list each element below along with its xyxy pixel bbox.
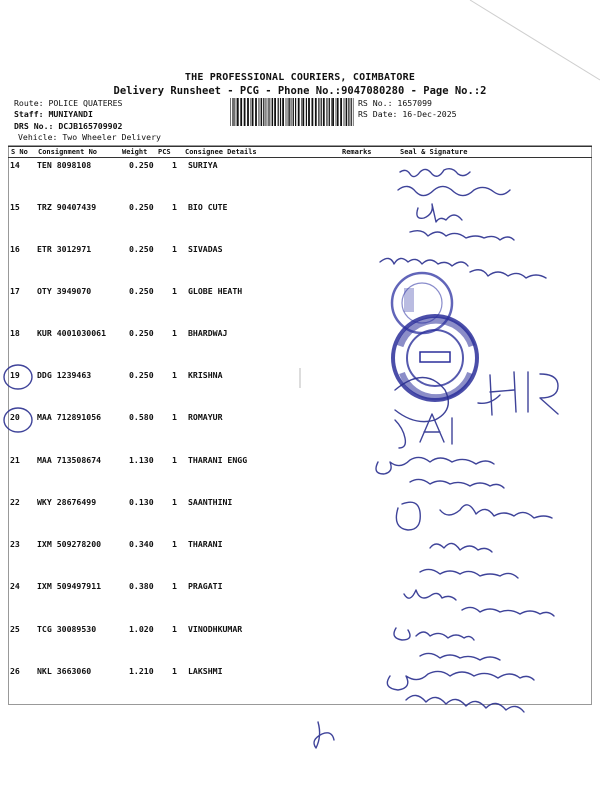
row-consignment-no: IXM 509278200 [37,539,102,549]
row-consignee: SURIYA [188,160,218,170]
row-weight: 0.250 [129,244,154,254]
row-pcs: 1 [172,328,177,338]
col-header-sno: S No [11,148,28,156]
row-consignment-no: KUR 4001030061 [37,328,107,338]
route-label: Route: POLICE QUATERES [14,98,123,108]
row-consignment-no: MAA 713508674 [37,455,102,465]
row-consignment-no: TEN 8098108 [37,160,92,170]
col-header-consignment: Consignment No [38,148,98,156]
row-pcs: 1 [172,202,177,212]
row-consignee: LAKSHMI [188,666,223,676]
row-pcs: 1 [172,160,177,170]
row-pcs: 1 [172,539,177,549]
col-header-pcs: PCS [158,148,171,156]
row-consignment-no: MAA 712891056 [37,412,102,422]
row-consignment-no: ETR 3012971 [37,244,92,254]
row-sno: 22 [10,497,20,507]
row-sno: 26 [10,666,20,676]
row-consignee: SAANTHINI [188,497,233,507]
company-title: THE PROFESSIONAL COURIERS, COIMBATORE [184,72,416,83]
row-consignment-no: WKY 28676499 [37,497,97,507]
row-consignee: GLOBE HEATH [188,286,243,296]
col-header-seal-signature: Seal & Signature [400,148,468,156]
drs-number: DRS No.: DCJB165709902 [14,121,123,131]
row-sno: 17 [10,286,20,296]
row-weight: 0.130 [129,497,154,507]
vehicle-label: Vehicle: Two Wheeler Delivery [18,132,161,142]
row-pcs: 1 [172,412,177,422]
col-header-consignee: Consignee Details [185,148,257,156]
row-sno: 14 [10,160,20,170]
row-pcs: 1 [172,244,177,254]
row-sno: 23 [10,539,20,549]
row-sno: 24 [10,581,20,591]
row-consignee: THARANI ENGG [188,455,248,465]
row-consignment-no: TRZ 90407439 [37,202,97,212]
row-sno: 20 [10,412,20,422]
row-consignee: BHARDWAJ [188,328,228,338]
row-consignee: ROMAYUR [188,412,223,422]
row-weight: 0.380 [129,581,154,591]
row-weight: 0.250 [129,286,154,296]
row-pcs: 1 [172,666,177,676]
staff-label: Staff: MUNIYANDI [14,109,93,119]
row-consignment-no: TCG 30089530 [37,624,97,634]
row-weight: 0.340 [129,539,154,549]
row-weight: 1.130 [129,455,154,465]
row-pcs: 1 [172,286,177,296]
col-header-weight: Weight [122,148,148,156]
row-consignment-no: DDG 1239463 [37,370,92,380]
rs-date: RS Date: 16-Dec-2025 [358,109,457,119]
rs-number: RS No.: 1657099 [358,98,432,108]
row-pcs: 1 [172,624,177,634]
row-consignment-no: IXM 509497911 [37,581,102,591]
row-pcs: 1 [172,370,177,380]
row-consignee: THARANI [188,539,223,549]
runsheet-subtitle: Delivery Runsheet - PCG - Phone No.:9047080280 - Page No.:2 [113,85,487,97]
row-consignee: KRISHNA [188,370,223,380]
row-sno: 15 [10,202,20,212]
row-sno: 16 [10,244,20,254]
row-weight: 0.250 [129,370,154,380]
row-pcs: 1 [172,455,177,465]
row-sno: 19 [10,370,20,380]
row-sno: 18 [10,328,20,338]
row-consignee: BIO CUTE [188,202,228,212]
row-consignment-no: NKL 3663060 [37,666,92,676]
row-pcs: 1 [172,581,177,591]
row-weight: 1.020 [129,624,154,634]
row-weight: 0.250 [129,328,154,338]
row-pcs: 1 [172,497,177,507]
row-consignee: PRAGATI [188,581,223,591]
row-sno: 21 [10,455,20,465]
row-sno: 25 [10,624,20,634]
row-weight: 1.210 [129,666,154,676]
row-weight: 0.250 [129,160,154,170]
row-weight: 0.250 [129,202,154,212]
row-weight: 0.580 [129,412,154,422]
row-consignment-no: OTY 3949070 [37,286,92,296]
row-consignee: VINODHKUMAR [188,624,243,634]
row-consignee: SIVADAS [188,244,223,254]
col-header-remarks: Remarks [342,148,372,156]
